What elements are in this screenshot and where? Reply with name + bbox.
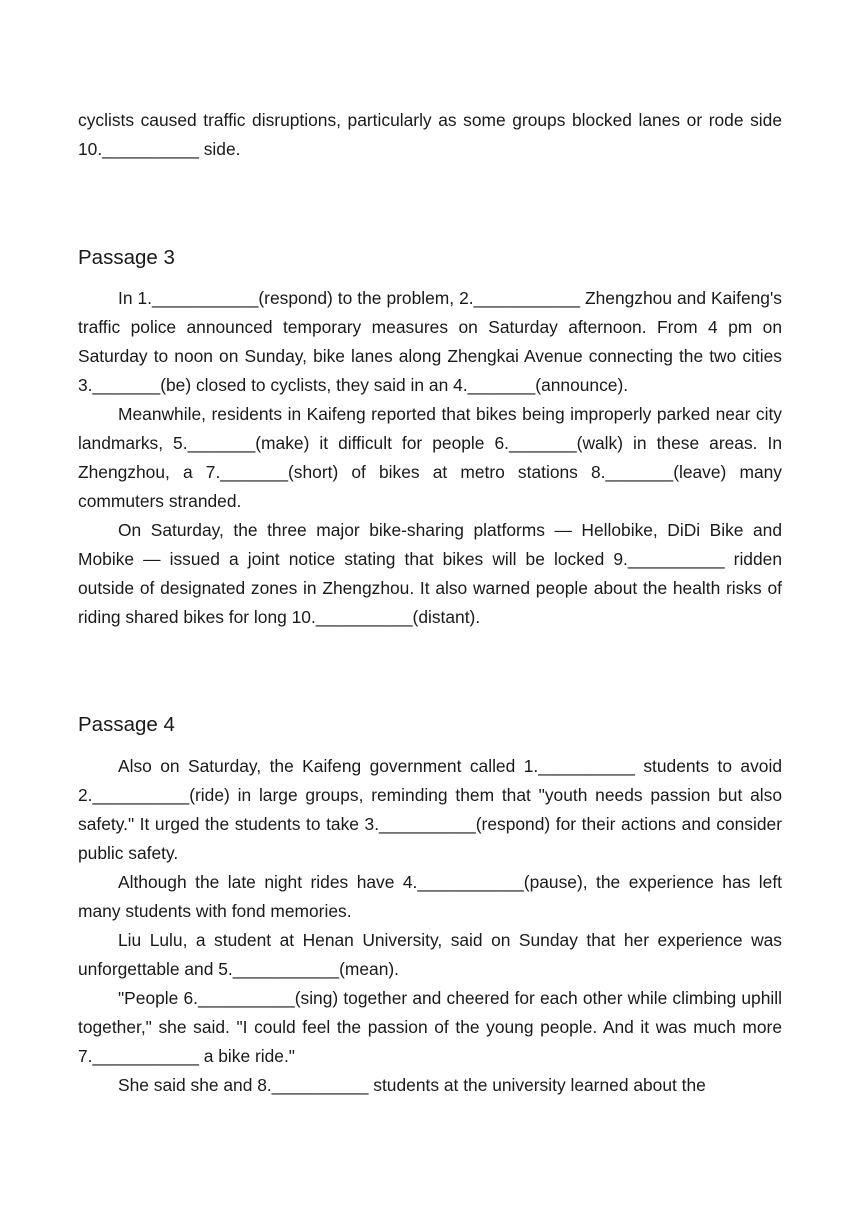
paragraph: Also on Saturday, the Kaifeng government called 1.__________ students to avoid 2.__________(ride) in large groups, reminding them that "youth needs passion but also safety." It urged the students to take 3.__________(respond) for their actions and consider public safety. bbox=[78, 756, 782, 863]
passage-2-continuation bbox=[78, 106, 782, 164]
paragraph: "People 6.__________(sing) together and cheered for each other while climbing uphill together," she said. "I could feel the passion of the young people. And it was much more 7.___________ a bike ride." bbox=[78, 988, 782, 1066]
passage-3-title: Passage 3 bbox=[78, 246, 175, 269]
paragraph: In 1.___________(respond) to the problem, 2.___________ Zhengzhou and Kaifeng's traffic police announced temporary measures on Saturday afternoon. From 4 pm on Saturday to noon on Sunday, bike lanes along Zhengkai Avenue connecting the two cities 3._______(be) closed to cyclists, they said in an 4._______(announce). bbox=[78, 288, 782, 395]
passage-4-body bbox=[78, 752, 782, 1100]
paragraph: She said she and 8.__________ students at the university learned about the bbox=[118, 1075, 706, 1095]
paragraph: cyclists caused traffic disruptions, particularly as some groups blocked lanes or rode side 10.__________ side. bbox=[78, 110, 782, 159]
paragraph: Liu Lulu, a student at Henan University, said on Sunday that her experience was unforgettable and 5.___________(mean). bbox=[78, 930, 782, 979]
passage-4-title: Passage 4 bbox=[78, 713, 175, 736]
paragraph: Although the late night rides have 4.___________(pause), the experience has left many students with fond memories. bbox=[78, 872, 782, 921]
paragraph: On Saturday, the three major bike-sharing platforms — Hellobike, DiDi Bike and Mobike — issued a joint notice stating that bikes will be locked 9.__________ ridden outside of designated zones in Zhengzhou. It also warned people about the health risks of riding shared bikes for long 10.__________(distant). bbox=[78, 520, 782, 627]
paragraph: Meanwhile, residents in Kaifeng reported that bikes being improperly parked near city landmarks, 5._______(make) it difficult for people 6._______(walk) in these areas. In Zhengzhou, a 7._______(short) of bikes at metro stations 8._______(leave) many commuters stranded. bbox=[78, 404, 782, 511]
passage-3-body bbox=[78, 284, 782, 632]
